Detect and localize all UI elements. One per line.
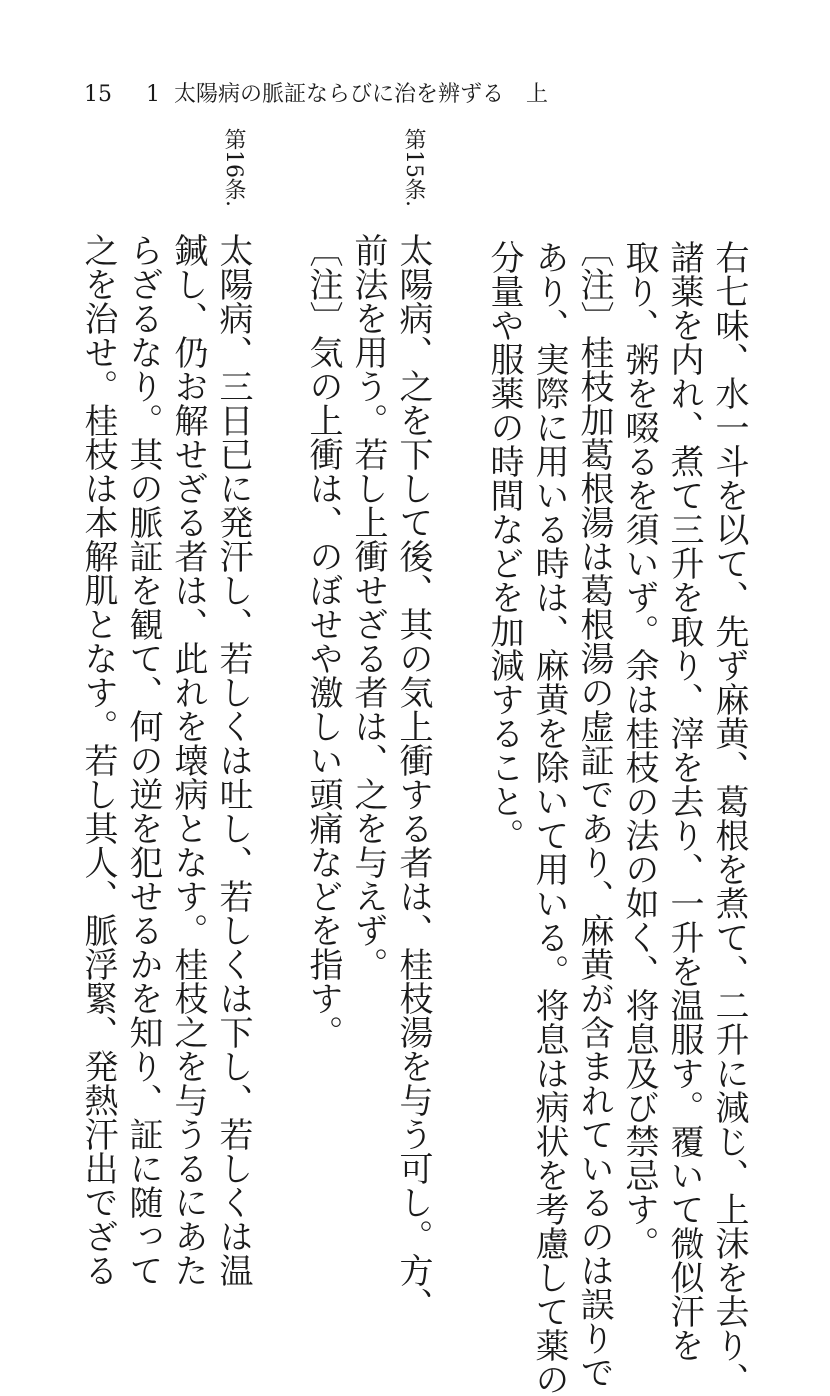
article-15-line: 前法を用う。若し上衝せざる者は、之を与えず。 [348, 233, 388, 981]
note-line: 分量や服薬の時間などを加減すること。 [484, 240, 524, 852]
article-16-line: 太陽病、三日已に発汗し、若しくは吐し、若しくは下し、若しくは温 [213, 233, 253, 1287]
article-15-line: 太陽病、之を下して後、其の気上衝する者は、桂枝湯を与う可し。方、 [393, 233, 433, 1321]
page-number: 15 [84, 82, 112, 107]
article-16-line: 鍼し、仍お解せざる者は、此れを壊病となす。桂枝之を与うるにあた [168, 233, 208, 1287]
chapter-number: 1 [146, 82, 160, 107]
article-16-line: らざるなり。其の脈証を観て、何の逆を犯せるかを知り、証に随って [123, 233, 163, 1287]
article-15-label: 第15条. [401, 128, 426, 207]
note-line: 〔注〕桂枝加葛根湯は葛根湯の虚証であり、麻黄が含まれているのは誤りで [574, 233, 614, 1389]
note-line: 〔注〕気の上衝は、のぼせや激しい頭痛などを指す。 [303, 233, 343, 1049]
chapter-title: 太陽病の脈証ならびに治を辨ずる 上 [174, 82, 549, 107]
note-line: あり、実際に用いる時は、麻黄を除いて用いる。将息は病状を考慮して薬の [529, 240, 569, 1396]
running-header [84, 80, 548, 110]
article-16-label: 第16条. [221, 128, 246, 207]
article-16-line: 之を治せ。桂枝は本解肌となす。若し其人、脈浮緊、発熱汗出でざる [78, 233, 118, 1287]
text-line: 諸薬を内れ、煮て三升を取り、滓を去り、一升を温服す。覆いて微似汗を [664, 240, 704, 1362]
text-line: 右七味、水一斗を以て、先ず麻黄、葛根を煮て、二升に減じ、上沫を去り、 [709, 240, 749, 1396]
text-line: 取り、粥を啜るを須いず。余は桂枝の法の如く、将息及び禁忌す。 [619, 240, 659, 1260]
